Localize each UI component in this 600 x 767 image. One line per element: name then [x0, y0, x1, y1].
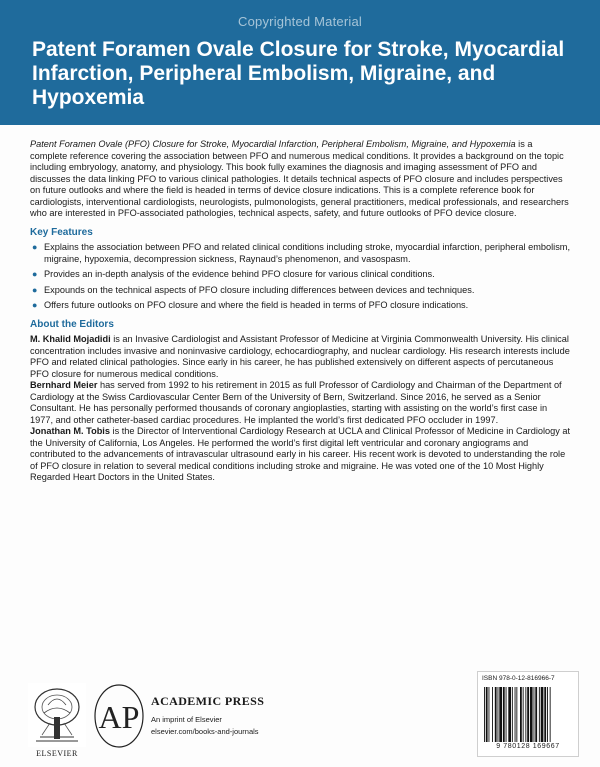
elsevier-tree-logo-icon: [28, 683, 86, 747]
bullet-icon: ●: [32, 242, 38, 252]
editor-bio: [30, 334, 572, 380]
feature-item: [30, 285, 572, 297]
key-features-list: [30, 242, 572, 312]
elsevier-label: ELSEVIER: [36, 749, 78, 758]
academic-press-monogram-icon: [93, 683, 145, 749]
watermark: Copyrighted Material: [238, 14, 362, 29]
publisher-url: elsevier.com/books-and-journals: [151, 727, 259, 736]
bullet-icon: ●: [32, 284, 38, 295]
editor-bio: [30, 426, 572, 484]
isbn-barcode-box: [477, 671, 579, 757]
editor-bio-text: is the Director of Interventional Cardiology Research at UCLA and Clinical Professor of Medicine in Cardiology at the University of California, Los Angeles. He performed the world’s first digital left ventricular and coronary angiograms and contributed to the advancements of intravascular ultrasound early in his career. His recent work is devoted to understanding the role of PFO closure in relation to several medical conditions including stroke and migraine. He was voted one of the 10 Most Highly Regarded Heart Doctors in the United States.: [30, 426, 571, 482]
feature-item: [30, 242, 572, 265]
ap-monogram-text: AP: [98, 699, 140, 735]
editor-name: M. Khalid Mojadidi: [30, 334, 111, 344]
imprint-text: An imprint of Elsevier: [151, 715, 222, 724]
editor-bio-text: has served from 1992 to his retirement in 2015 as full Professor of Cardiology and Chairman of the Department of Cardiology at the Swiss Cardiovascular Center Bern of the University of Bern, Switzerland. Since 2016, he served as a Senior Consultant. He has personally performed thousands of coronary angioplasties, starting with assisting on the world’s first case in 1977, and other catheter-based cardiac procedures. He implanted the world’s first dedicated PFO occluder in 1997.: [30, 380, 562, 425]
bullet-icon: ●: [32, 269, 38, 279]
about-editors-heading: About the Editors: [30, 318, 114, 330]
publisher-name: ACADEMIC PRESS: [151, 694, 265, 708]
description-body: [30, 139, 572, 484]
feature-item: [30, 269, 572, 281]
editor-name: Jonathan M. Tobis: [30, 426, 110, 436]
feature-text: Expounds on the technical aspects of PFO closure including differences between devices and techniques.: [44, 284, 475, 295]
intro-paragraph: [30, 139, 572, 220]
key-features-heading: Key Features: [30, 226, 93, 238]
editor-bio: [30, 380, 572, 426]
bullet-icon: ●: [32, 300, 38, 310]
feature-item: [30, 300, 572, 312]
intro-text: is a complete reference covering the association between PFO and numerous medical conditions. It provides a background on the topic including embryology, anatomy, and physiology. This book fully examines the diagnosis and imaging assessment of PFO and discusses the data linking PFO to various clinical pathologies. It details technical aspects of PFO closure and includes perspectives on future outlooks and where the field is headed in terms of device closure indications. This is a complete reference book for cardiologists, interventional cardiologists, neurologists, pulmonologists, general practitioners, medical professionals, and researchers who are interested in PFO-associated pathologies, technical aspects, safety, and future outlooks of PFO device closure.: [30, 139, 569, 218]
feature-text: Explains the association between PFO and related clinical conditions including stroke, myocardial infarction, peripheral embolism, migraine, hypoxemia, decompression sickness, Raynaud’s phenomenon, and vasospasm.: [44, 242, 570, 264]
book-title: Patent Foramen Ovale Closure for Stroke, Myocardial Infarction, Peripheral Embolism, Migraine, and Hypoxemia: [32, 38, 565, 109]
intro-italic-title: Patent Foramen Ovale (PFO) Closure for Stroke, Myocardial Infarction, Peripheral Embolism, Migraine, and Hypoxemia: [30, 139, 516, 149]
editor-name: Bernhard Meier: [30, 380, 98, 390]
editor-bio-text: is an Invasive Cardiologist and Assistant Professor of Medicine at Virginia Commonwealth University. His clinical concentration includes invasive and noninvasive cardiology, echocardiography, and nuclear cardiology. His research interests include PFO and related clinical pathologies. Since early in his career, he has published extensively on different aspects of percutaneous PFO closure for numerous medical conditions.: [30, 334, 570, 379]
feature-text: Offers future outlooks on PFO closure and where the field is headed in terms of PFO closure indications.: [44, 300, 469, 310]
feature-text: Provides an in-depth analysis of the evidence behind PFO closure for various clinical conditions.: [44, 269, 435, 279]
isbn-text: ISBN 978-0-12-816966-7: [482, 675, 555, 682]
header-band: [0, 0, 600, 125]
barcode-icon: [484, 687, 572, 742]
barcode-number: 9 780128 169667: [496, 743, 560, 750]
